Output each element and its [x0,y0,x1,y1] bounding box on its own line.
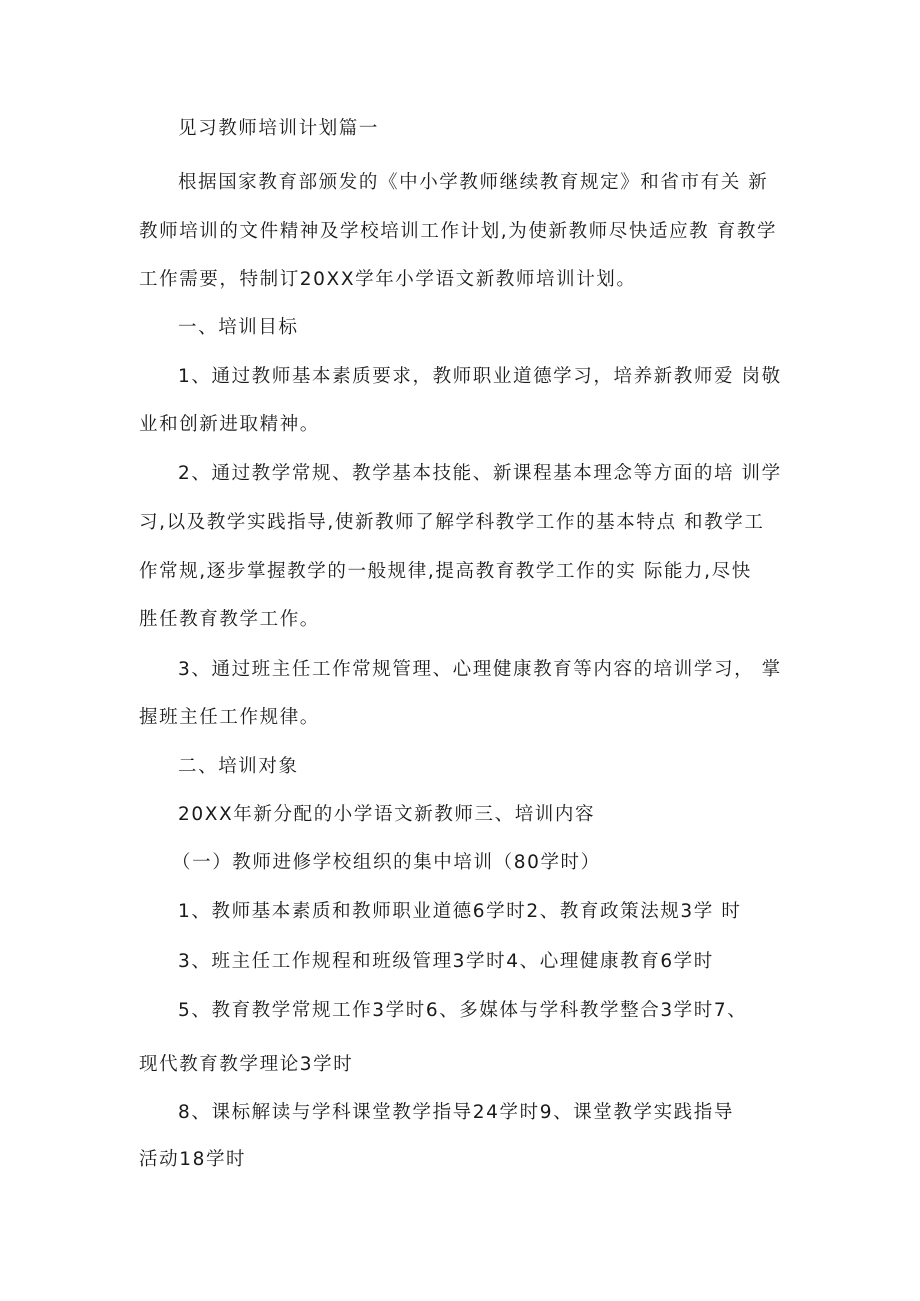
section-heading: 一、培训目标 [178,317,299,338]
list-item: 3、班主任工作规程和班级管理3学时4、心理健康教育6学时 [178,951,714,972]
document-title: 见习教师培训计划篇一 [178,118,380,139]
paragraph-line: 工作需要，特制订20XX学年小学语文新教师培训计划。 [139,269,637,290]
paragraph-line: 根据国家教育部颁发的《中小学教师继续教育规定》和省市有关 新 [178,172,769,193]
paragraph-line: 习,以及教学实践指导,使新教师了解学科教学工作的基本特点 和教学工 [139,512,765,533]
list-item: 5、教育教学常规工作3学时6、多媒体与学科教学整合3学时7、 [178,1000,748,1021]
paragraph-line: 作常规,逐步掌握教学的一般规律,提高教育教学工作的实 际能力,尽快 [139,561,752,582]
paragraph-line: 2、通过教学常规、教学基本技能、新课程基本理念等方面的培 训学 [178,463,782,484]
paragraph-line: 教师培训的文件精神及学校培训工作计划,为使新教师尽快适应教 育教学 [139,221,778,242]
paragraph-line: 胜任教育教学工作。 [139,609,320,630]
paragraph-line: 1、通过教师基本素质要求，教师职业道德学习，培养新教师爱 岗敬 [178,366,782,387]
paragraph-line: 20XX年新分配的小学语文新教师三、培训内容 [178,804,596,825]
subsection-heading: （一）教师进修学校组织的集中培训（80学时） [172,852,601,873]
paragraph-line: 业和创新进取精神。 [139,414,320,435]
paragraph-line: 3、通过班主任工作常规管理、心理健康教育等内容的培训学习， 掌 [178,659,782,680]
list-item: 现代教育教学理论3学时 [139,1054,354,1075]
list-item: 8、课标解读与学科课堂教学指导24学时9、课堂教学实践指导 [178,1102,734,1123]
section-heading: 二、培训对象 [178,756,299,777]
paragraph-line: 握班主任工作规律。 [139,707,320,728]
list-item: 活动18学时 [139,1149,247,1170]
list-item: 1、教师基本素质和教师职业道德6学时2、教育政策法规3学 时 [178,901,742,922]
